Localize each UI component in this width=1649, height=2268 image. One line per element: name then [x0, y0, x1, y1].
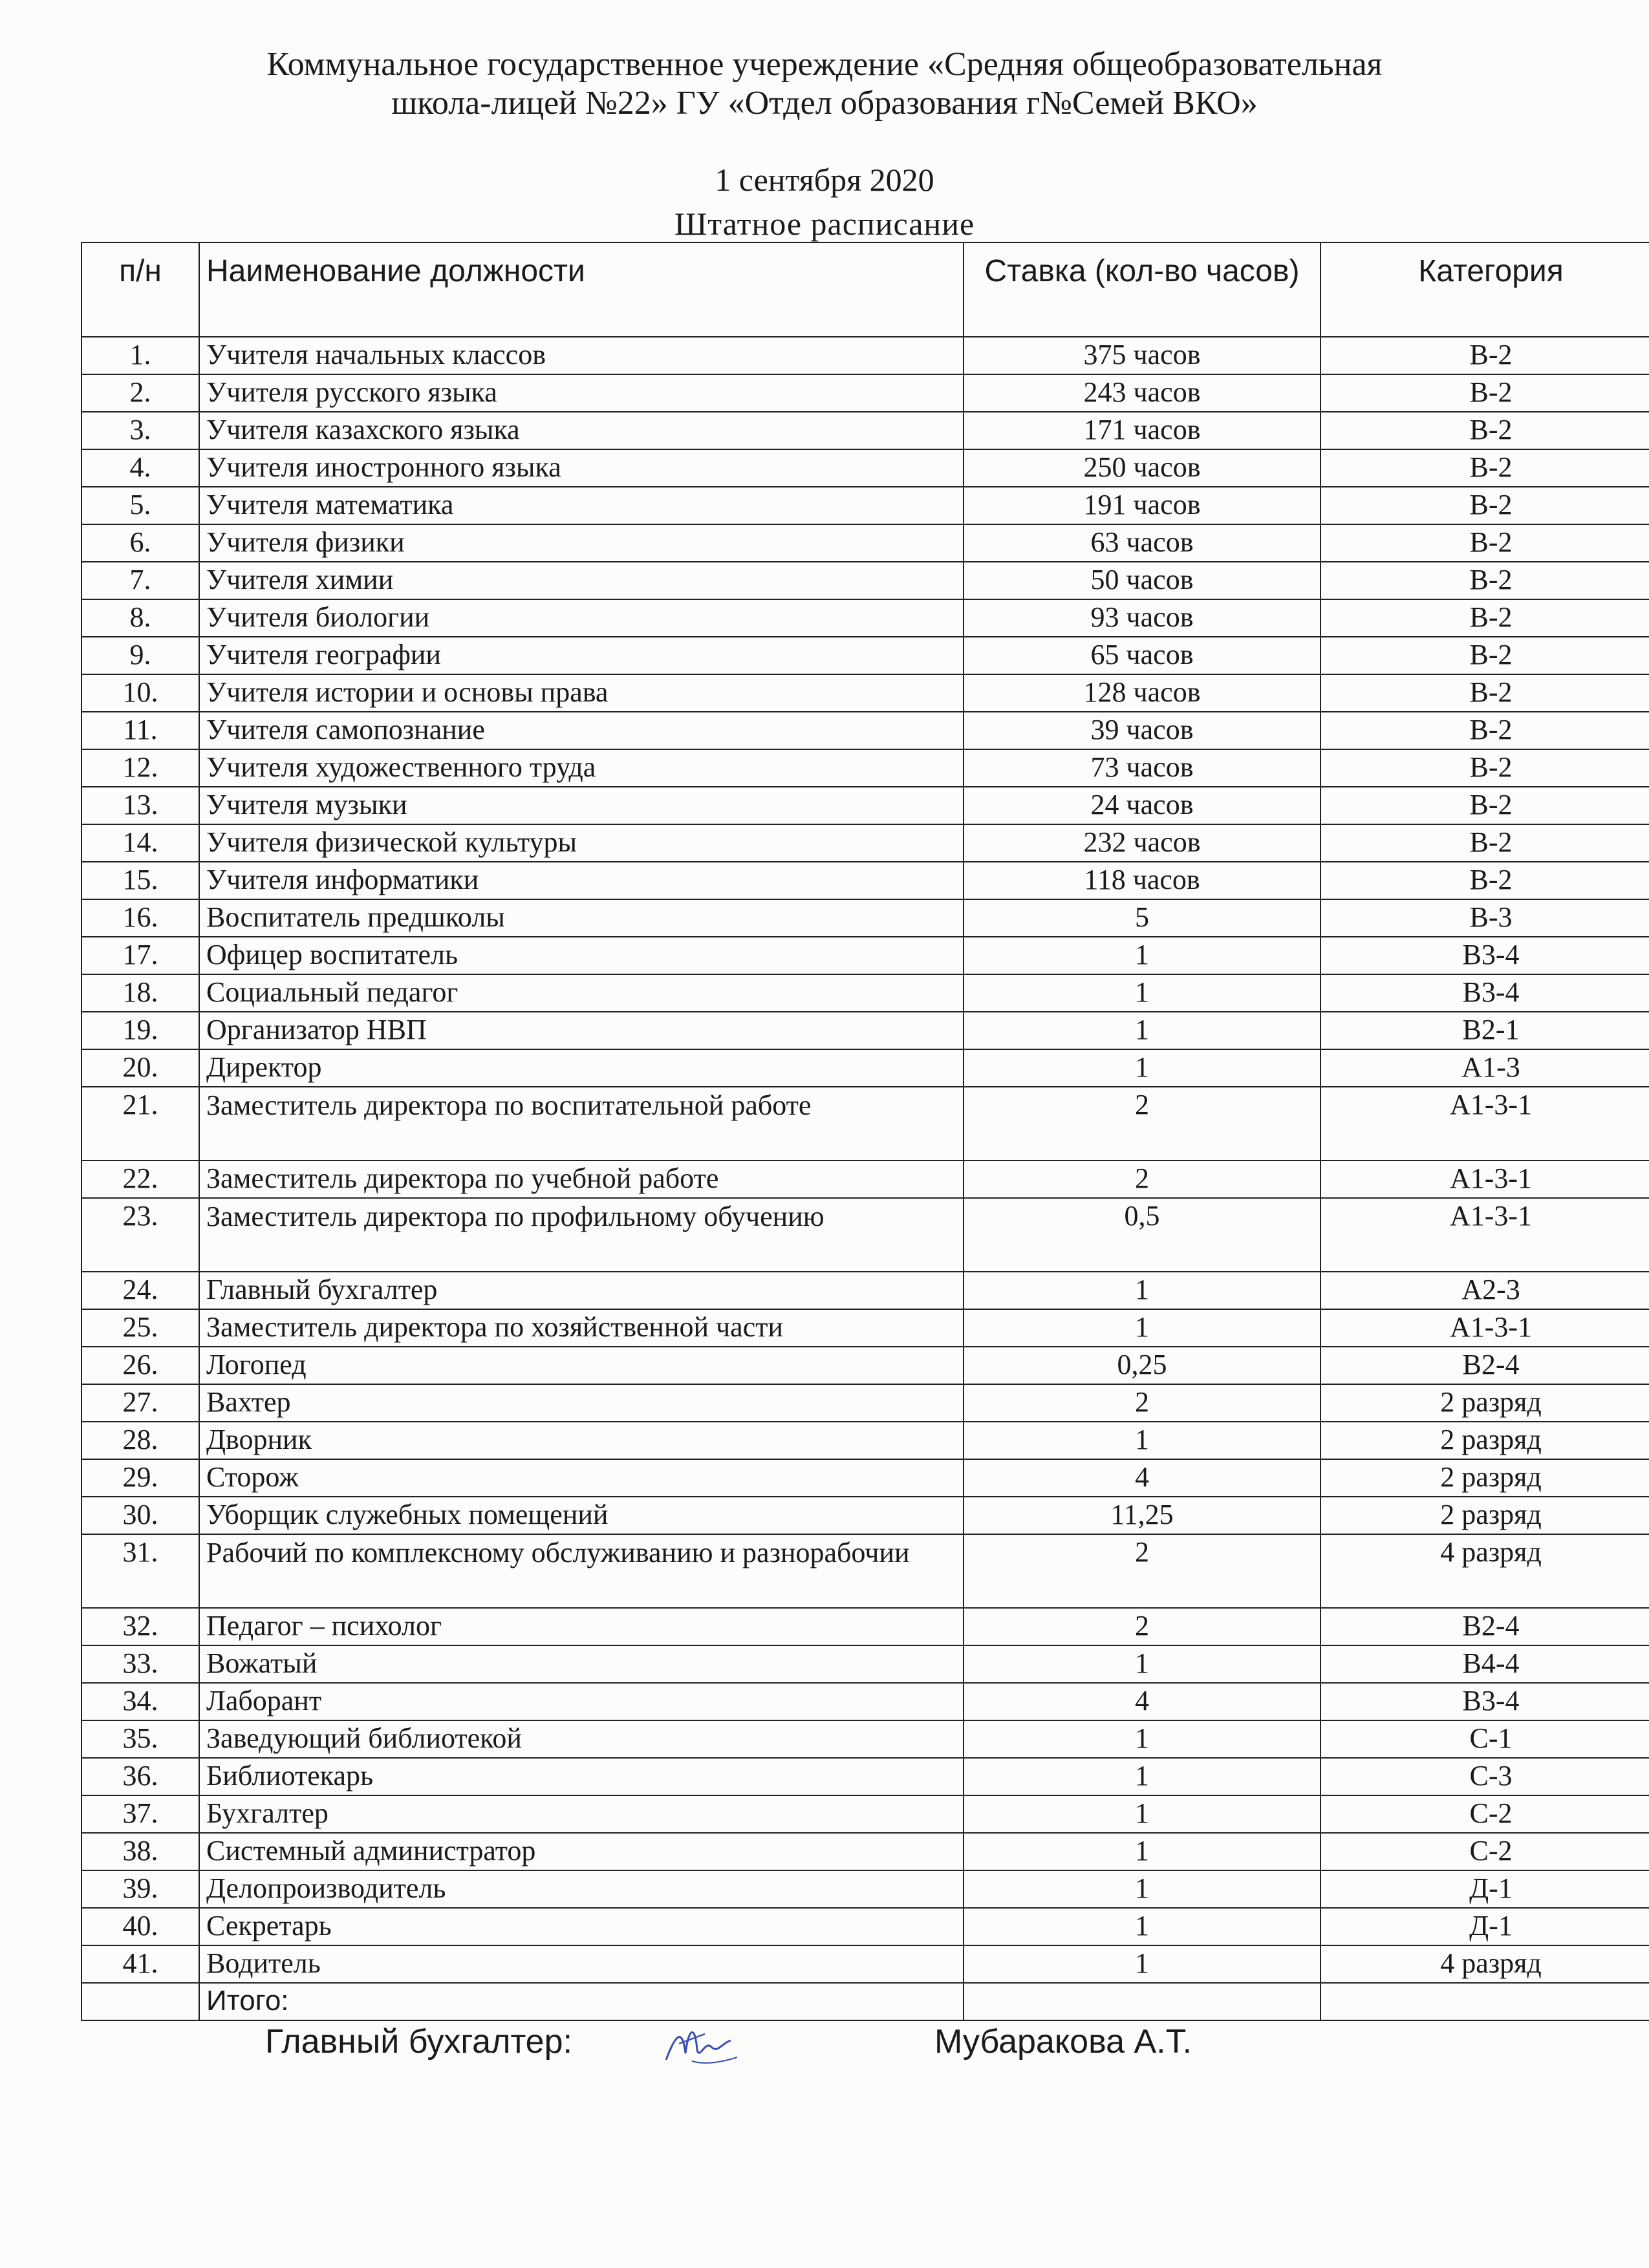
position-name: Вахтер: [199, 1384, 964, 1422]
position-category: А1-3-1: [1320, 1087, 1649, 1161]
table-row: [81, 1945, 1649, 1983]
table-row: [81, 1908, 1649, 1945]
org-name-line-1: Коммунальное государственное учереждение «Средняя общеобразовательная: [266, 46, 1383, 83]
row-number: 10.: [81, 674, 199, 712]
position-category: 2 разряд: [1320, 1384, 1649, 1422]
position-category: В-2: [1320, 787, 1649, 824]
table-row: [81, 599, 1649, 637]
position-name: Лаборант: [199, 1683, 964, 1720]
table-row: [81, 937, 1649, 974]
position-category: В-2: [1320, 674, 1649, 712]
position-name: Учителя музыки: [199, 787, 964, 824]
table-row: [81, 1870, 1649, 1908]
position-name: Воспитатель предшколы: [199, 899, 964, 937]
position-rate: 24 часов: [964, 787, 1320, 824]
position-category: В-3: [1320, 899, 1649, 937]
row-number: 41.: [81, 1945, 199, 1983]
position-category: В-2: [1320, 862, 1649, 899]
table-row: [81, 712, 1649, 749]
position-name: Системный администратор: [199, 1833, 964, 1870]
position-name: Логопед: [199, 1347, 964, 1384]
table-row: [81, 824, 1649, 862]
position-name: Делопроизводитель: [199, 1870, 964, 1908]
position-name: Заместитель директора по профильному обучению: [199, 1198, 964, 1272]
table-row: [81, 1608, 1649, 1645]
position-name: Рабочий по комплексному обслуживанию и разнорабочии: [199, 1534, 964, 1608]
row-number: 30.: [81, 1497, 199, 1534]
row-number: 9.: [81, 637, 199, 674]
position-rate: 0,25: [964, 1347, 1320, 1384]
position-rate: 1: [964, 1272, 1320, 1309]
signer-title: Главный бухгалтер:: [265, 2023, 572, 2060]
position-name: Бухгалтер: [199, 1795, 964, 1833]
position-name: Учителя физики: [199, 524, 964, 562]
table-row: [81, 749, 1649, 787]
position-category: В2-1: [1320, 1012, 1649, 1049]
position-rate: 191 часов: [964, 487, 1320, 524]
position-category: В-2: [1320, 337, 1649, 374]
position-category: С-1: [1320, 1720, 1649, 1758]
position-rate: 2: [964, 1384, 1320, 1422]
position-rate: 1: [964, 1945, 1320, 1983]
signer-name: Мубаракова А.Т.: [934, 2023, 1192, 2060]
position-rate: 1: [964, 1908, 1320, 1945]
position-category: 4 разряд: [1320, 1945, 1649, 1983]
table-row: [81, 1161, 1649, 1198]
position-name: Педагог – психолог: [199, 1608, 964, 1645]
position-name: Учителя истории и основы права: [199, 674, 964, 712]
position-rate: 232 часов: [964, 824, 1320, 862]
table-row: [81, 1422, 1649, 1459]
position-rate: 128 часов: [964, 674, 1320, 712]
position-category: А1-3-1: [1320, 1198, 1649, 1272]
row-number: 27.: [81, 1384, 199, 1422]
row-number: 5.: [81, 487, 199, 524]
row-number: 17.: [81, 937, 199, 974]
position-category: Д-1: [1320, 1870, 1649, 1908]
row-number: 25.: [81, 1309, 199, 1347]
position-category: В2-4: [1320, 1608, 1649, 1645]
position-rate: 171 часов: [964, 412, 1320, 449]
table-row: [81, 562, 1649, 599]
position-category: В-2: [1320, 412, 1649, 449]
position-category: В3-4: [1320, 1683, 1649, 1720]
position-rate: 11,25: [964, 1497, 1320, 1534]
position-category: С-3: [1320, 1758, 1649, 1795]
position-category: В-2: [1320, 374, 1649, 412]
row-number: 33.: [81, 1645, 199, 1683]
position-rate: 1: [964, 1795, 1320, 1833]
position-name: Учителя художественного труда: [199, 749, 964, 787]
position-category: А1-3-1: [1320, 1309, 1649, 1347]
row-number: 35.: [81, 1720, 199, 1758]
row-number: 1.: [81, 337, 199, 374]
table-row: [81, 1309, 1649, 1347]
document-date: 1 сентября 2020: [715, 162, 934, 198]
position-category: В-2: [1320, 749, 1649, 787]
position-rate: 1: [964, 1422, 1320, 1459]
position-rate: 1: [964, 1012, 1320, 1049]
table-row: [81, 1645, 1649, 1683]
position-name: Сторож: [199, 1459, 964, 1497]
position-category: 4 разряд: [1320, 1534, 1649, 1608]
row-number: 18.: [81, 974, 199, 1012]
position-rate: 1: [964, 1049, 1320, 1087]
table-row: [81, 1272, 1649, 1309]
row-number: 15.: [81, 862, 199, 899]
signature-block: [0, 2022, 1649, 2074]
table-row: [81, 1795, 1649, 1833]
position-rate: 4: [964, 1683, 1320, 1720]
table-row: [81, 1012, 1649, 1049]
position-category: С-2: [1320, 1833, 1649, 1870]
table-row: [81, 487, 1649, 524]
position-name: Учителя химии: [199, 562, 964, 599]
table-row: [81, 1459, 1649, 1497]
position-rate: 1: [964, 1720, 1320, 1758]
total-category-cell: [1320, 1983, 1649, 2020]
position-name: Учителя начальных классов: [199, 337, 964, 374]
position-rate: 2: [964, 1534, 1320, 1608]
position-rate: 5: [964, 899, 1320, 937]
position-rate: 0,5: [964, 1198, 1320, 1272]
table-row: [81, 1497, 1649, 1534]
position-category: А1-3: [1320, 1049, 1649, 1087]
position-rate: 93 часов: [964, 599, 1320, 637]
position-name: Уборщик служебных помещений: [199, 1497, 964, 1534]
position-name: Секретарь: [199, 1908, 964, 1945]
row-number: 2.: [81, 374, 199, 412]
row-number: 39.: [81, 1870, 199, 1908]
position-rate: 1: [964, 1833, 1320, 1870]
total-rate-cell: [964, 1983, 1320, 2020]
position-name: Учителя самопознание: [199, 712, 964, 749]
org-name-line-2: школа-лицей №22» ГУ «Отдел образования г№Семей ВКО»: [391, 85, 1258, 122]
row-number: 34.: [81, 1683, 199, 1720]
total-row: [81, 1983, 1649, 2020]
row-number: 8.: [81, 599, 199, 637]
table-row: [81, 374, 1649, 412]
row-number: 6.: [81, 524, 199, 562]
col-header-number: п/н: [81, 242, 199, 337]
position-rate: 1: [964, 1870, 1320, 1908]
row-number: 3.: [81, 412, 199, 449]
position-category: В2-4: [1320, 1347, 1649, 1384]
position-name: Офицер воспитатель: [199, 937, 964, 974]
position-name: Учителя биологии: [199, 599, 964, 637]
position-category: С-2: [1320, 1795, 1649, 1833]
table-header-row: [81, 242, 1649, 337]
table-row: [81, 412, 1649, 449]
position-name: Водитель: [199, 1945, 964, 1983]
row-number: 19.: [81, 1012, 199, 1049]
table-row: [81, 449, 1649, 487]
handwritten-signature: [660, 2015, 744, 2081]
table-row: [81, 637, 1649, 674]
position-name: Заместитель директора по воспитательной работе: [199, 1087, 964, 1161]
table-row: [81, 862, 1649, 899]
position-name: Заместитель директора по учебной работе: [199, 1161, 964, 1198]
position-category: 2 разряд: [1320, 1422, 1649, 1459]
row-number: 23.: [81, 1198, 199, 1272]
position-category: В-2: [1320, 524, 1649, 562]
position-name: Организатор НВП: [199, 1012, 964, 1049]
position-category: В-2: [1320, 599, 1649, 637]
table-row: [81, 524, 1649, 562]
position-category: А2-3: [1320, 1272, 1649, 1309]
position-category: В3-4: [1320, 974, 1649, 1012]
position-rate: 1: [964, 1758, 1320, 1795]
position-rate: 73 часов: [964, 749, 1320, 787]
position-rate: 1: [964, 937, 1320, 974]
position-category: В3-4: [1320, 937, 1649, 974]
position-rate: 65 часов: [964, 637, 1320, 674]
position-rate: 50 часов: [964, 562, 1320, 599]
position-name: Социальный педагог: [199, 974, 964, 1012]
row-number: 28.: [81, 1422, 199, 1459]
row-number: 36.: [81, 1758, 199, 1795]
position-name: Учителя математика: [199, 487, 964, 524]
row-number: 37.: [81, 1795, 199, 1833]
table-row: [81, 1833, 1649, 1870]
table-row: [81, 1384, 1649, 1422]
position-rate: 250 часов: [964, 449, 1320, 487]
position-category: 2 разряд: [1320, 1497, 1649, 1534]
row-number: 38.: [81, 1833, 199, 1870]
position-name: Учителя русского языка: [199, 374, 964, 412]
position-rate: 63 часов: [964, 524, 1320, 562]
table-row: [81, 1534, 1649, 1608]
row-number: 11.: [81, 712, 199, 749]
position-category: А1-3-1: [1320, 1161, 1649, 1198]
row-number: 22.: [81, 1161, 199, 1198]
position-name: Заведующий библиотекой: [199, 1720, 964, 1758]
row-number: 32.: [81, 1608, 199, 1645]
row-number: 40.: [81, 1908, 199, 1945]
position-rate: 1: [964, 1645, 1320, 1683]
table-row: [81, 1198, 1649, 1272]
position-name: Учителя географии: [199, 637, 964, 674]
row-number: 16.: [81, 899, 199, 937]
position-name: Учителя иностронного языка: [199, 449, 964, 487]
row-number: 7.: [81, 562, 199, 599]
row-number: 12.: [81, 749, 199, 787]
position-category: В-2: [1320, 824, 1649, 862]
table-row: [81, 1720, 1649, 1758]
col-header-rate: Ставка (кол-во часов): [964, 242, 1320, 337]
position-category: В-2: [1320, 562, 1649, 599]
row-number: 29.: [81, 1459, 199, 1497]
position-category: В-2: [1320, 637, 1649, 674]
position-rate: 2: [964, 1161, 1320, 1198]
table-row: [81, 1347, 1649, 1384]
position-category: В-2: [1320, 449, 1649, 487]
position-rate: 2: [964, 1608, 1320, 1645]
table-row: [81, 1049, 1649, 1087]
table-row: [81, 1087, 1649, 1161]
table-row: [81, 787, 1649, 824]
col-header-position: Наименование должности: [199, 242, 964, 337]
position-rate: 4: [964, 1459, 1320, 1497]
table-row: [81, 1758, 1649, 1795]
table-row: [81, 337, 1649, 374]
position-name: Вожатый: [199, 1645, 964, 1683]
position-rate: 2: [964, 1087, 1320, 1161]
position-rate: 375 часов: [964, 337, 1320, 374]
row-number: 13.: [81, 787, 199, 824]
position-rate: 118 часов: [964, 862, 1320, 899]
document-title: Штатное расписание: [674, 206, 975, 242]
row-number: 14.: [81, 824, 199, 862]
table-row: [81, 899, 1649, 937]
total-label: Итого:: [199, 1983, 964, 2020]
position-name: Директор: [199, 1049, 964, 1087]
position-name: Учителя физической культуры: [199, 824, 964, 862]
position-category: В-2: [1320, 487, 1649, 524]
row-number: 4.: [81, 449, 199, 487]
position-category: 2 разряд: [1320, 1459, 1649, 1497]
position-category: В4-4: [1320, 1645, 1649, 1683]
row-number: 21.: [81, 1087, 199, 1161]
staff-schedule-table: [81, 242, 1604, 2021]
table-row: [81, 974, 1649, 1012]
position-name: Дворник: [199, 1422, 964, 1459]
position-name: Библиотекарь: [199, 1758, 964, 1795]
position-rate: 1: [964, 974, 1320, 1012]
position-rate: 1: [964, 1309, 1320, 1347]
row-number: 31.: [81, 1534, 199, 1608]
row-number: 24.: [81, 1272, 199, 1309]
position-name: Учителя информатики: [199, 862, 964, 899]
row-number: 20.: [81, 1049, 199, 1087]
position-name: Главный бухгалтер: [199, 1272, 964, 1309]
table-row: [81, 1683, 1649, 1720]
position-category: В-2: [1320, 712, 1649, 749]
col-header-category: Категория: [1320, 242, 1649, 337]
total-num-cell: [81, 1983, 199, 2020]
position-rate: 243 часов: [964, 374, 1320, 412]
position-rate: 39 часов: [964, 712, 1320, 749]
table-row: [81, 674, 1649, 712]
position-name: Заместитель директора по хозяйственной части: [199, 1309, 964, 1347]
position-category: Д-1: [1320, 1908, 1649, 1945]
row-number: 26.: [81, 1347, 199, 1384]
position-name: Учителя казахского языка: [199, 412, 964, 449]
